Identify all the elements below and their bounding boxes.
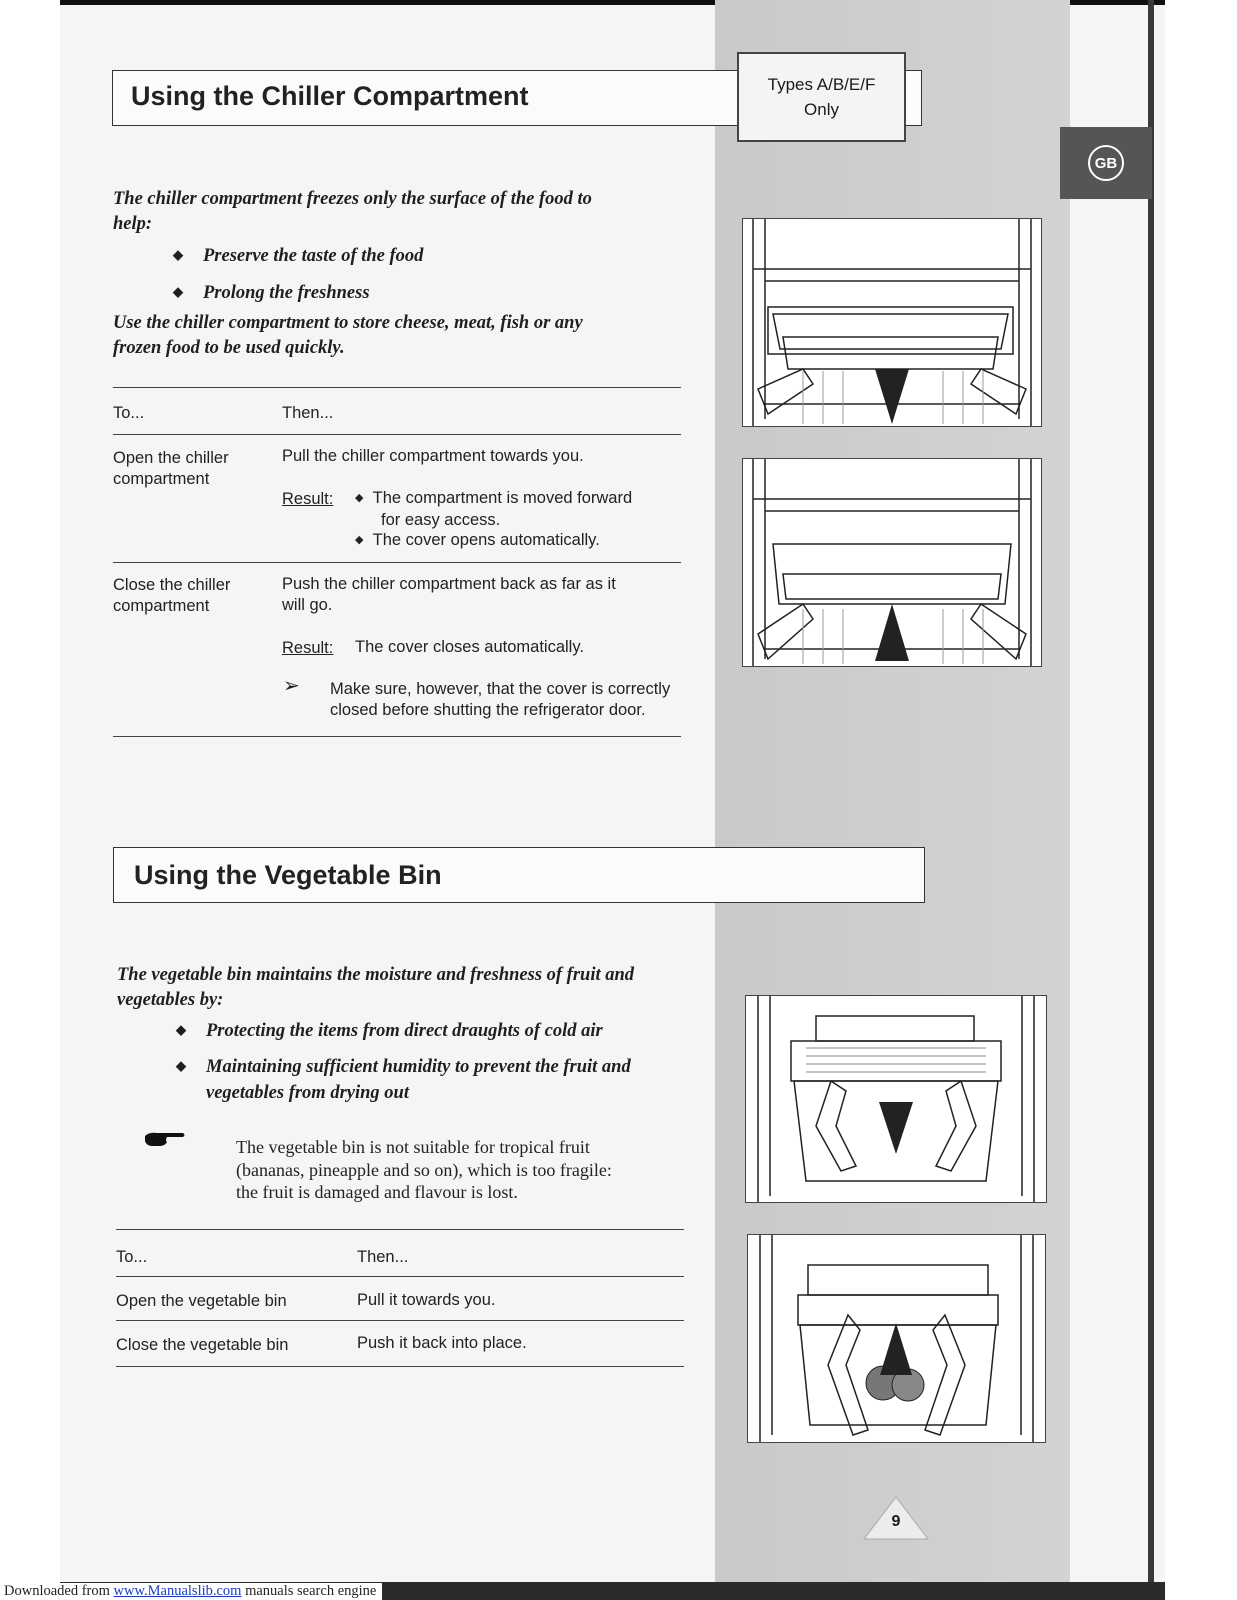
chiller-usage: Use the chiller compartment to store cheese, meat, fish or any frozen food to be used quickly. <box>113 313 583 358</box>
vegetable-close-drawing <box>748 1235 1045 1442</box>
types-line: Types A/B/E/F <box>767 75 876 94</box>
hand-pointer-icon <box>143 1128 187 1157</box>
row-open-bin-action: Open the vegetable bin <box>116 1292 287 1310</box>
manualslib-link[interactable]: www.Manualslib.com <box>113 1583 242 1599</box>
row-open-chiller-then: Pull the chiller compartment towards you. <box>282 447 584 465</box>
table-rule <box>113 562 681 563</box>
table-rule <box>116 1366 684 1367</box>
col-header-to: To... <box>113 404 145 422</box>
chiller-close-illustration <box>742 458 1042 667</box>
vegetable-title: Using the Vegetable Bin <box>134 860 442 890</box>
diamond-bullet-icon: ◆ <box>355 534 364 546</box>
language-badge: GB <box>1088 145 1124 181</box>
download-footer: Downloaded from www.Manualslib.com manuals search engine <box>0 1583 382 1600</box>
vegetable-title-box <box>113 847 925 903</box>
table-rule <box>116 1320 684 1321</box>
page-edge <box>1148 0 1154 1600</box>
chiller-close-drawing <box>743 459 1041 666</box>
diamond-bullet-icon: ◆ <box>355 492 364 504</box>
vegetable-open-drawing <box>746 996 1046 1202</box>
row-close-chiller-then: Push the chiller compartment back as far as it will go. <box>282 575 616 614</box>
chiller-note: Make sure, however, that the cover is correctly closed before shutting the refrigerator door. <box>330 680 671 719</box>
result-item-2: ◆ The cover opens automatically. <box>355 531 600 549</box>
col-header-then: Then... <box>357 1248 409 1266</box>
result-label: Result: <box>282 490 334 508</box>
chiller-open-illustration <box>742 218 1042 427</box>
table-rule <box>113 434 681 435</box>
diamond-bullet-icon: ◆ <box>173 284 183 299</box>
col-header-then: Then... <box>282 404 334 422</box>
vegetable-bullet-2-cont: vegetables from drying out <box>206 1083 409 1103</box>
table-rule <box>113 387 681 388</box>
arrow-pointer-icon: ➢ <box>283 675 300 697</box>
diamond-bullet-icon: ◆ <box>176 1058 186 1073</box>
vegetable-bullet-2: ◆ Maintaining sufficient humidity to prevent the fruit and <box>176 1052 631 1081</box>
row-close-bin-action: Close the vegetable bin <box>116 1336 289 1354</box>
vegetable-bullet-1: ◆ Protecting the items from direct draughts of cold air <box>176 1016 603 1045</box>
table-rule <box>116 1229 684 1230</box>
types-label-box <box>737 52 906 142</box>
row-close-chiller-action: Close the chiller compartment <box>113 576 231 615</box>
result-item-1-cont: for easy access. <box>381 511 501 529</box>
chiller-bullet-1: ◆ Preserve the taste of the food <box>173 241 423 270</box>
page-number-triangle-icon <box>862 1495 930 1541</box>
vegetable-close-illustration <box>747 1234 1046 1443</box>
vegetable-open-illustration <box>745 995 1047 1203</box>
row-close-bin-then: Push it back into place. <box>357 1334 527 1352</box>
chiller-open-drawing <box>743 219 1041 426</box>
result-item-1: ◆ The compartment is moved forward <box>355 489 633 507</box>
col-header-to: To... <box>116 1248 148 1266</box>
chiller-intro: The chiller compartment freezes only the surface of the food to help: <box>113 189 592 234</box>
diamond-bullet-icon: ◆ <box>176 1022 186 1037</box>
page-number: 9 <box>891 1513 901 1530</box>
diamond-bullet-icon: ◆ <box>173 247 183 262</box>
chiller-bullet-2: ◆ Prolong the freshness <box>173 278 370 307</box>
chiller-title: Using the Chiller Compartment <box>131 81 529 111</box>
types-only: Only <box>804 100 839 119</box>
row-open-bin-then: Pull it towards you. <box>357 1291 496 1309</box>
table-rule <box>116 1276 684 1277</box>
vegetable-note: The vegetable bin is not suitable for tropical fruit (bananas, pineapple and so on), which is too fragile: the fruit is damaged and flavour is lost. <box>236 1137 612 1202</box>
result-label: Result: <box>282 639 334 657</box>
table-rule <box>113 736 681 737</box>
row-open-chiller-action: Open the chiller compartment <box>113 449 229 488</box>
result-text: The cover closes automatically. <box>355 638 584 656</box>
language-tab <box>1060 127 1152 199</box>
vegetable-intro: The vegetable bin maintains the moisture and freshness of fruit and vegetables by: <box>117 965 635 1010</box>
